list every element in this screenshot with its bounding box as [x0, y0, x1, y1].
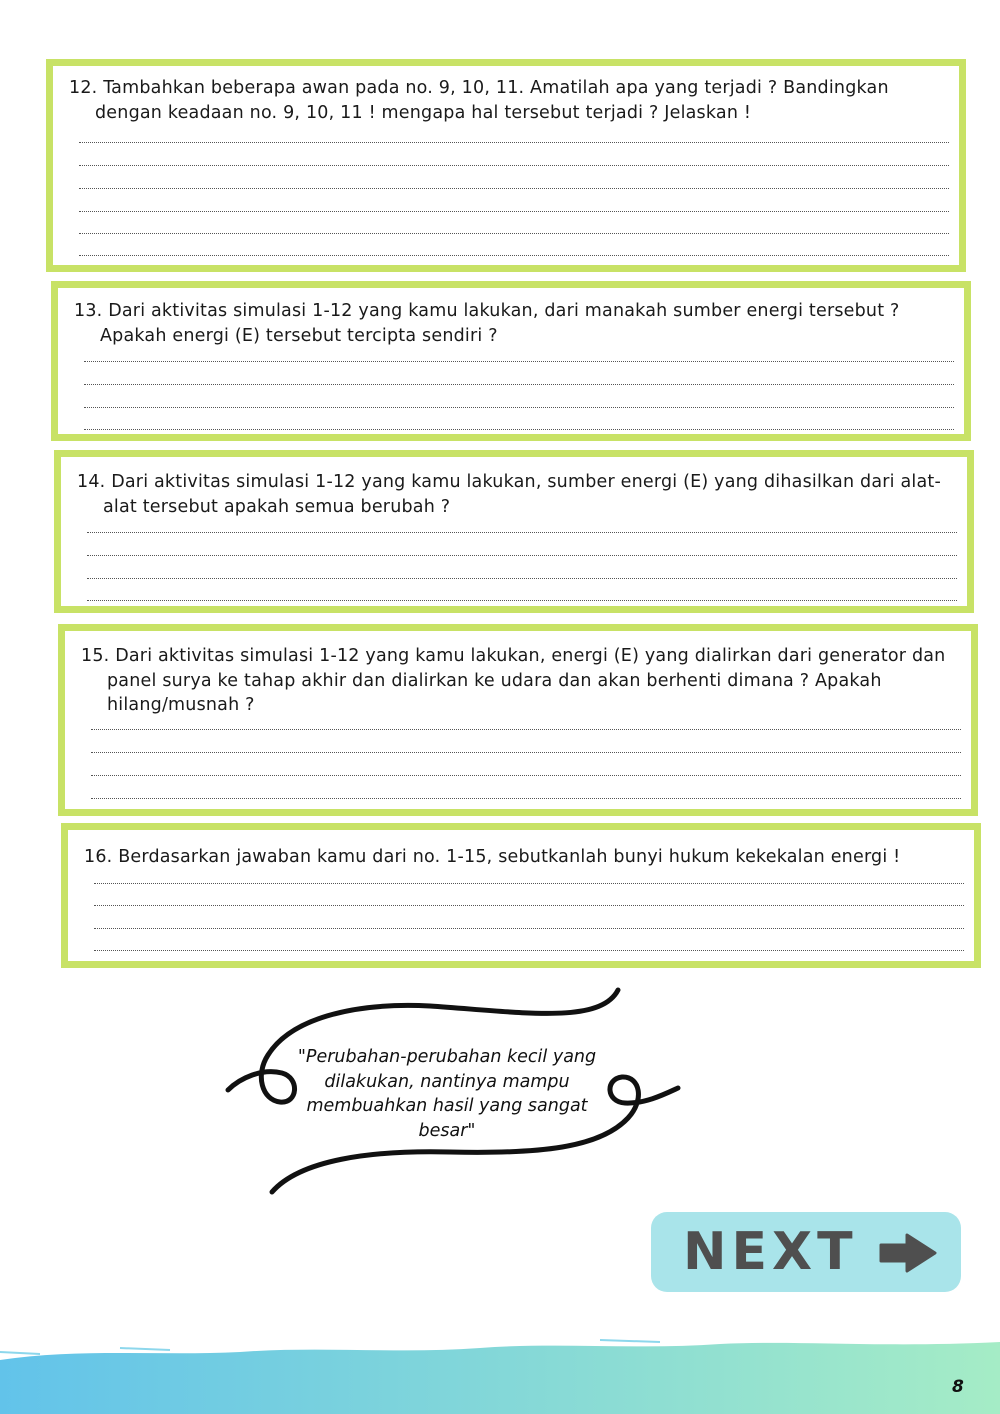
arrow-right-icon	[879, 1232, 939, 1274]
page-number: 8	[952, 1377, 964, 1397]
question-text-15: 15. Dari aktivitas simulasi 1-12 yang kamu lakukan, energi (E) yang dialirkan dari generator dan panel surya ke tahap akhir dan dialirkan ke udara dan akan berhenti dimana ? Apakah hilang/musnah ?	[81, 646, 946, 715]
next-button[interactable]	[651, 1212, 961, 1292]
bottom-wave-decoration	[0, 1330, 1000, 1414]
next-button-label: NEXT	[683, 1222, 858, 1282]
question-text-14: 14. Dari aktivitas simulasi 1-12 yang kamu lakukan, sumber energi (E) yang dihasilkan dari alat-alat tersebut apakah semua berubah ?	[77, 472, 941, 517]
question-text-13: 13. Dari aktivitas simulasi 1-12 yang kamu lakukan, dari manakah sumber energi tersebut ? Apakah energi (E) tersebut tercipta sendiri ?	[74, 301, 900, 346]
question-text-16: 16. Berdasarkan jawaban kamu dari no. 1-15, sebutkanlah bunyi hukum kekekalan energi !	[84, 847, 901, 867]
motivational-quote: "Perubahan-perubahan kecil yang dilakukan, nantinya mampu membuahkan hasil yang sangat besar"	[297, 1047, 597, 1141]
question-text-12: 12. Tambahkan beberapa awan pada no. 9, 10, 11. Amatilah apa yang terjadi ? Bandingkan dengan keadaan no. 9, 10, 11 ! mengapa hal tersebut terjadi ? Jelaskan !	[69, 78, 889, 123]
